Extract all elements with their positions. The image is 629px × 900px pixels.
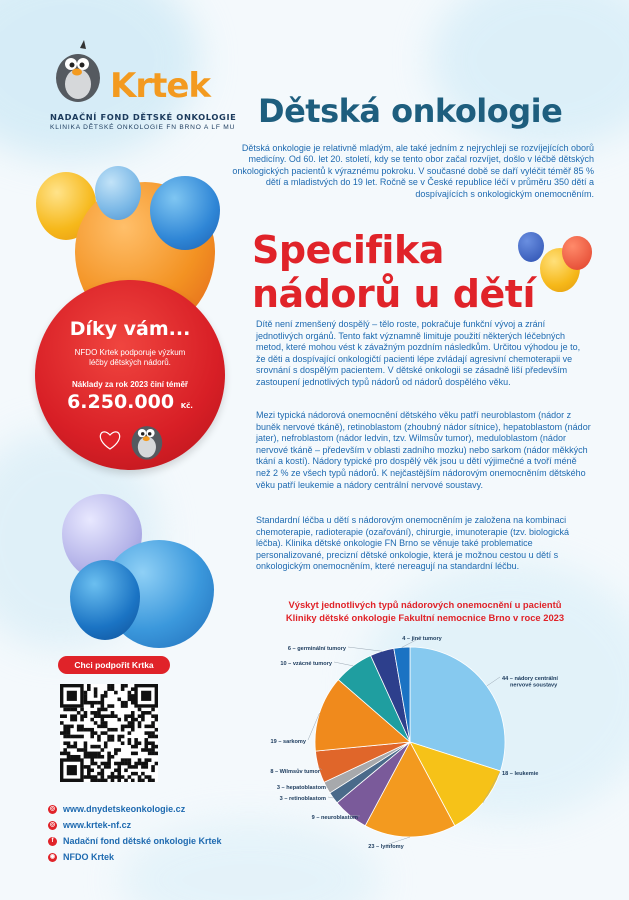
pie-label: 3 – retinoblastom [279,796,326,802]
link-text[interactable]: Nadační fond dětské onkologie Krtek [63,836,222,846]
mole-mascot-icon [50,38,112,104]
pie-label: 19 – sarkomy [270,739,306,745]
pie-label: 8 – Wilmsův tumor [270,769,320,775]
logo-wordmark: Krtek [110,66,211,106]
donation-text: NFDO Krtek podporuje výzkum léčby dětských nádorů. [74,348,186,367]
intro-paragraph: Dětská onkologie je relativně mladým, ale také jedním z nejrychleji se rozvíjejících oborů medicíny. Od 60. let 20. století, kdy se tento obor začal rozvíjet, došlo v léčbě dětských onkologických pacientů k výraznému pokroku. V současné době se daří vyléčit téměř 85 % dětí a mladistvých do 19 let. Ročně se v České republice léčí v průměru 350 dětí a dospívajících s onkologickým onemocněním. [232,143,594,199]
chart-title-line: Výskyt jednotlivých typů nádorových onemocnění u pacientů [288,599,562,610]
qr-code[interactable] [60,684,158,782]
pie-label: 3 – hepatoblastom [276,785,326,791]
pie-label: 9 – neuroblastom [311,815,358,821]
instagram-icon: ◉ [49,853,56,860]
pie-chart [240,630,610,860]
pie-label: 6 – germinální tumory [287,646,346,652]
donation-amount-value: 6.250.000 [67,391,175,413]
chart-title [240,598,610,624]
globe-icon: ◎ [49,821,56,828]
donation-currency: Kč. [180,402,193,410]
logo [50,38,237,131]
link-text[interactable]: www.krtek-nf.cz [63,820,132,830]
link-text[interactable]: www.dnydetskeonkologie.cz [63,804,186,814]
page-title: Dětská onkologie [258,92,563,130]
logo-tagline: NADAČNÍ FOND DĚTSKÉ ONKOLOGIE [50,112,237,122]
facebook-icon: f [48,837,57,846]
pie-label: 10 – vzácné tumory [280,661,332,667]
pie-label: 18 – leukemie [502,771,539,777]
pie-leader-line [334,662,353,666]
section-title: Specifika nádorů u dětí [252,228,535,316]
donation-badge [35,280,225,470]
donation-title: Díky vám... [69,318,191,340]
mole-mascot-icon [127,415,171,461]
globe-icon: ◎ [49,805,56,812]
chart-title-line: Kliniky dětské onkologie Fakultní nemocnice Brno v roce 2023 [285,612,565,623]
pie-label: 44 – nádory centrální nervové soustavy [502,676,558,689]
body-paragraph: Standardní léčba u dětí s nádorovým onemocněním je založena na kombinaci chemoterapie, radioterapie (ozařování), chirurgie, imunoterapie (tzv. biologická léčba). Klinika dětské onkologie FN Brno se věnuje také problematice personalizované, precizní dětské onkologie, která je možnou cestou u dětí s onkologickým onemocněním, které nereagují na standardní léčbu. [256,515,569,572]
donation-cost-label: Náklady za rok 2023 činí téměř [71,380,189,389]
donation-amount [35,391,225,413]
support-button[interactable]: Chci podpořit Krtka [58,656,170,674]
pie-leader-line [487,677,500,686]
heart-icon [99,430,121,450]
body-paragraph: Mezi typická nádorová onemocnění dětského věku patří neuroblastom (nádor z buněk nervové tkáně), retinoblastom (zhoubný nádor sítnice), hepatoblastom (nádor jater), nefroblastom (nádor ledvin, tzv. Wilmsův tumor), meduloblastom (nádor nervové tkáně – především v oblasti zadního mozku) nebo sarkom (nádor měkkých tkání a kostí). Nádory typické pro dospělý věk jsou u dětí výjimečné a tvoří méně než 2 % ze všech typů nádorů. K nejčastějším nádorovým onemocněním dětského věku patří leukemie a nádory centrální nervové soustavy. [256,410,591,490]
logo-subtagline: KLINIKA DĚTSKÉ ONKOLOGIE FN BRNO A LF MU [50,124,236,131]
pie-leader-line [348,647,382,651]
link-text[interactable]: NFDO Krtek [63,852,115,862]
pie-label: 23 – lymfomy [368,844,404,850]
pie-label: 4 – jiné tumory [402,636,442,642]
body-paragraph: Dítě není zmenšený dospělý – tělo roste, pokračuje funkční vývoj a zrání jednotlivých orgánů. Tento fakt významně limituje použití některých léčebných metod, které mohou vést k závažným pozdním následkům. Určitou výhodou je to, že děti a dospívající onkologičtí pacienti lépe zvládají agresivní chemoterapii ve srovnání s dospělým pacientem. V dětské onkologii se zásadně liší především zastoupení jednotlivých typů nádorů od nádorů dospělého věku. [256,319,581,387]
